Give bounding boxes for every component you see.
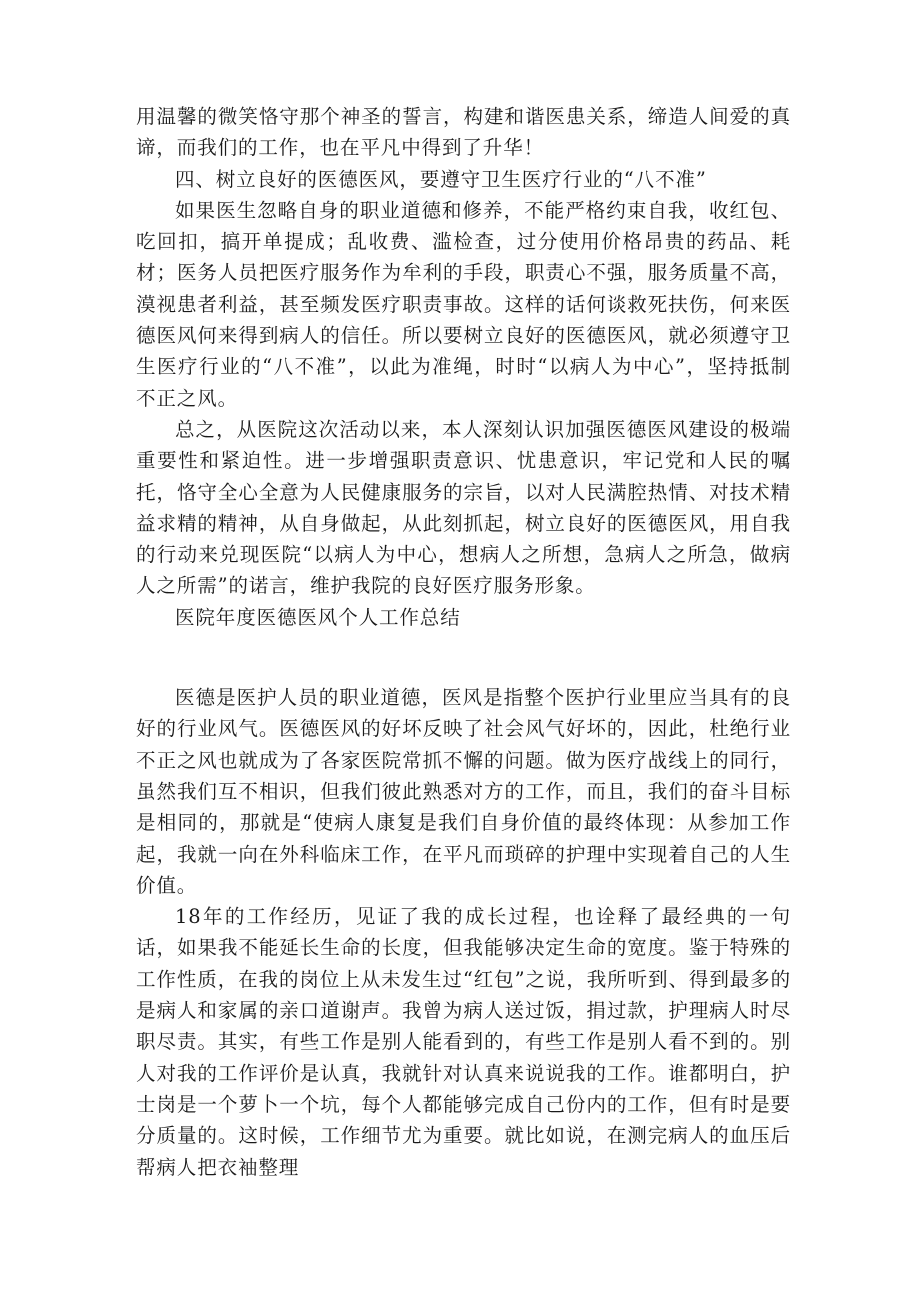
document-page — [136, 101, 791, 1183]
section-title: 医院年度医德医风个人工作总结 — [175, 605, 461, 629]
paragraph-work-experience: 18年的工作经历，见证了我的成长过程，也诠释了最经典的一句话，如果我不能延长生命的长度，但我能够决定生命的宽度。鉴于特殊的工作性质，在我的岗位上从未发生过“红包”之说，我所听到、得到最多的是病人和家属的亲口道谢声。我曾为病人送过饭，捐过款，护理病人时尽职尽责。其实，有些工作是别人能看到的，有些工作是别人看不到的。别人对我的工作评价是认真，我就针对认真来说说我的工作。谁都明白，护士岗是一个萝卜一个坑，每个人都能够完成自己份内的工作，但有时是要分质量的。这时候，工作细节尤为重要。就比如说，在测完病人的血压后帮病人把衣袖整理 — [136, 905, 791, 1179]
paragraph-intro-continuation: 用温馨的微笑恪守那个神圣的誓言，构建和谐医患关系，缔造人间爱的真谛，而我们的工作，也在平凡中得到了升华！ — [136, 105, 791, 160]
paragraph-medical-ethics: 医德是医护人员的职业道德，医风是指整个医护行业里应当具有的良好的行业风气。医德医风的好坏反映了社会风气好坏的，因此，杜绝行业不正之风也就成为了各家医院常抓不懈的问题。做为医疗战线上的同行，虽然我们互不相识，但我们彼此熟悉对方的工作，而且，我们的奋斗目标是相同的，那就是“使病人康复是我们自身价值的最终体现：从参加工作起，我就一向在外科临床工作，在平凡而琐碎的护理中实现着自己的人生价值。 — [136, 686, 791, 897]
paragraph-conclusion: 总之，从医院这次活动以来，本人深刻认识加强医德医风建设的极端重要性和紧迫性。进一步增强职责意识、忧患意识，牢记党和人民的嘱托，恪守全心全意为人民健康服务的宗旨，以对人民满腔热情、对技术精益求精的精神，从自身做起，从此刻抓起，树立良好的医德医风，用自我的行动来兑现医院“以病人为中心，想病人之所想，急病人之所急，做病人之所需”的诺言，维护我院的良好医疗服务形象。 — [136, 417, 791, 598]
paragraph-eight-rules: 如果医生忽略自身的职业道德和修养，不能严格约束自我，收红包、吃回扣，搞开单提成；乱收费、滥检查，过分使用价格昂贵的药品、耗材；医务人员把医疗服务作为牟利的手段，职责心不强，服务质量不高，漠视患者利益，甚至频发医疗职责事故。这样的话何谈救死扶伤，何来医德医风何来得到病人的信任。所以要树立良好的医德医风，就必须遵守卫生医疗行业的“八不准”，以此为准绳，时时“以病人为中心”，坚持抵制不正之风。 — [136, 198, 791, 410]
section-heading-four: 四、树立良好的医德医风，要遵守卫生医疗行业的“八不准” — [175, 167, 707, 191]
blank-gap — [136, 633, 791, 682]
